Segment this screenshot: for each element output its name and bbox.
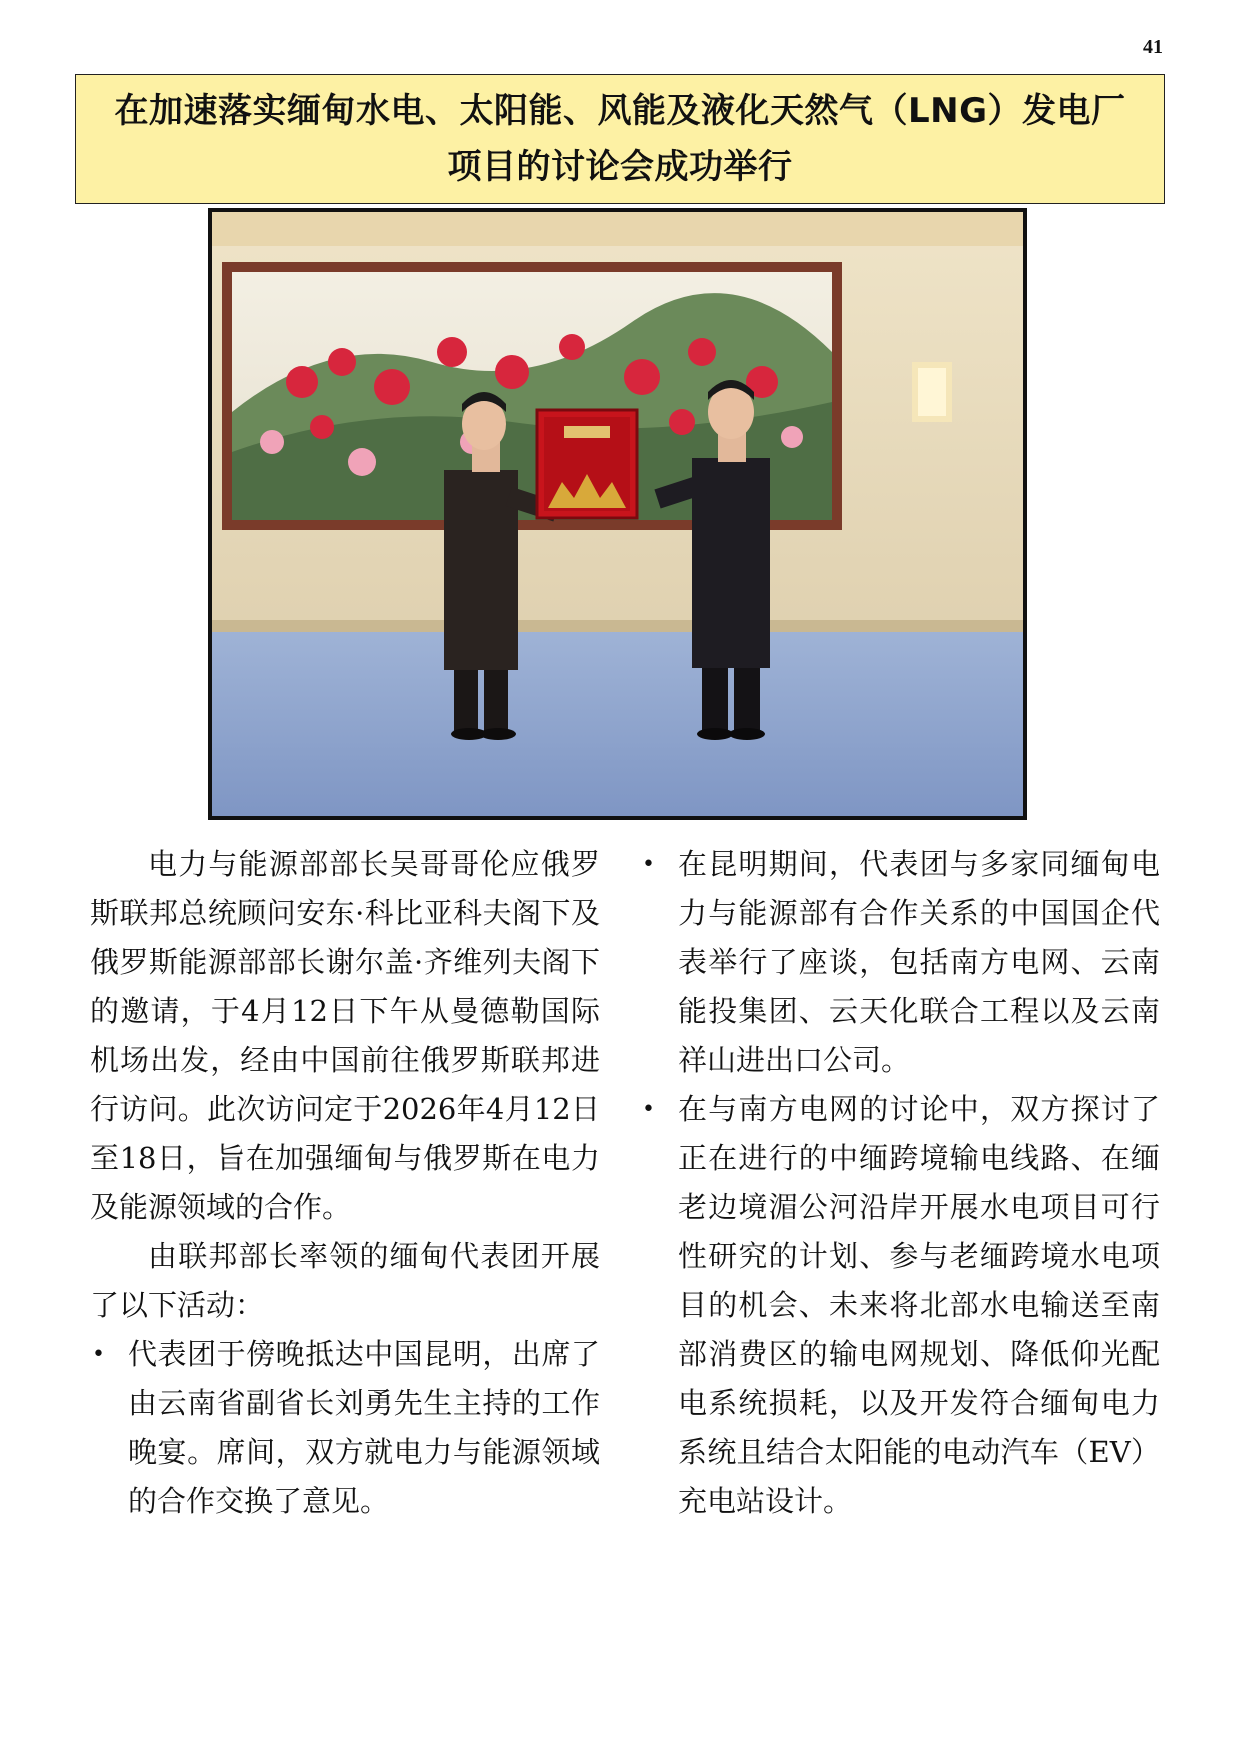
right-column bbox=[640, 840, 1160, 1526]
intro-paragraph: 电力与能源部部长吴哥哥伦应俄罗斯联邦总统顾问安东·科比亚科夫阁下及俄罗斯能源部部长谢尔盖·齐维列夫阁下的邀请，于4月12日下午从曼德勒国际机场出发，经由中国前往俄罗斯联邦进行访问。此次访问定于2026年4月12日至18日，旨在加强缅甸与俄罗斯在电力及能源领域的合作。 bbox=[90, 847, 600, 1224]
bullet-dot-icon: • bbox=[642, 852, 655, 877]
list-item bbox=[640, 840, 1160, 1085]
list-item bbox=[640, 1085, 1160, 1526]
bullet-dot-icon: • bbox=[642, 1097, 655, 1122]
page-number: 41 bbox=[1143, 36, 1163, 58]
bullet-dot-icon: • bbox=[92, 1342, 105, 1367]
right-bullet-list bbox=[640, 840, 1160, 1526]
article-title-box bbox=[75, 74, 1165, 204]
article-title-line-2: 项目的讨论会成功举行 bbox=[447, 147, 793, 187]
bullet-text: 在昆明期间，代表团与多家同缅甸电力与能源部有合作关系的中国国企代表举行了座谈，包括南方电网、云南能投集团、云天化联合工程以及云南祥山进出口公司。 bbox=[678, 847, 1160, 1077]
activities-intro-paragraph: 由联邦部长率领的缅甸代表团开展了以下活动： bbox=[90, 1239, 600, 1322]
list-item bbox=[90, 1330, 600, 1526]
article-title-line-1: 在加速落实缅甸水电、太阳能、风能及液化天然气（LNG）发电厂 bbox=[114, 91, 1126, 131]
article-photo bbox=[208, 208, 1027, 820]
bullet-text: 代表团于傍晚抵达中国昆明，出席了由云南省副省长刘勇先生主持的工作晚宴。席间，双方就电力与能源领域的合作交换了意见。 bbox=[128, 1337, 600, 1518]
left-bullet-list bbox=[90, 1330, 600, 1526]
photo-illustration bbox=[212, 212, 1023, 816]
bullet-text: 在与南方电网的讨论中，双方探讨了正在进行的中缅跨境输电线路、在缅老边境湄公河沿岸开展水电项目可行性研究的计划、参与老缅跨境水电项目的机会、未来将北部水电输送至南部消费区的输电网规划、降低仰光配电系统损耗，以及开发符合缅甸电力系统且结合太阳能的电动汽车（EV）充电站设计。 bbox=[678, 1092, 1160, 1518]
left-column bbox=[90, 840, 600, 1526]
